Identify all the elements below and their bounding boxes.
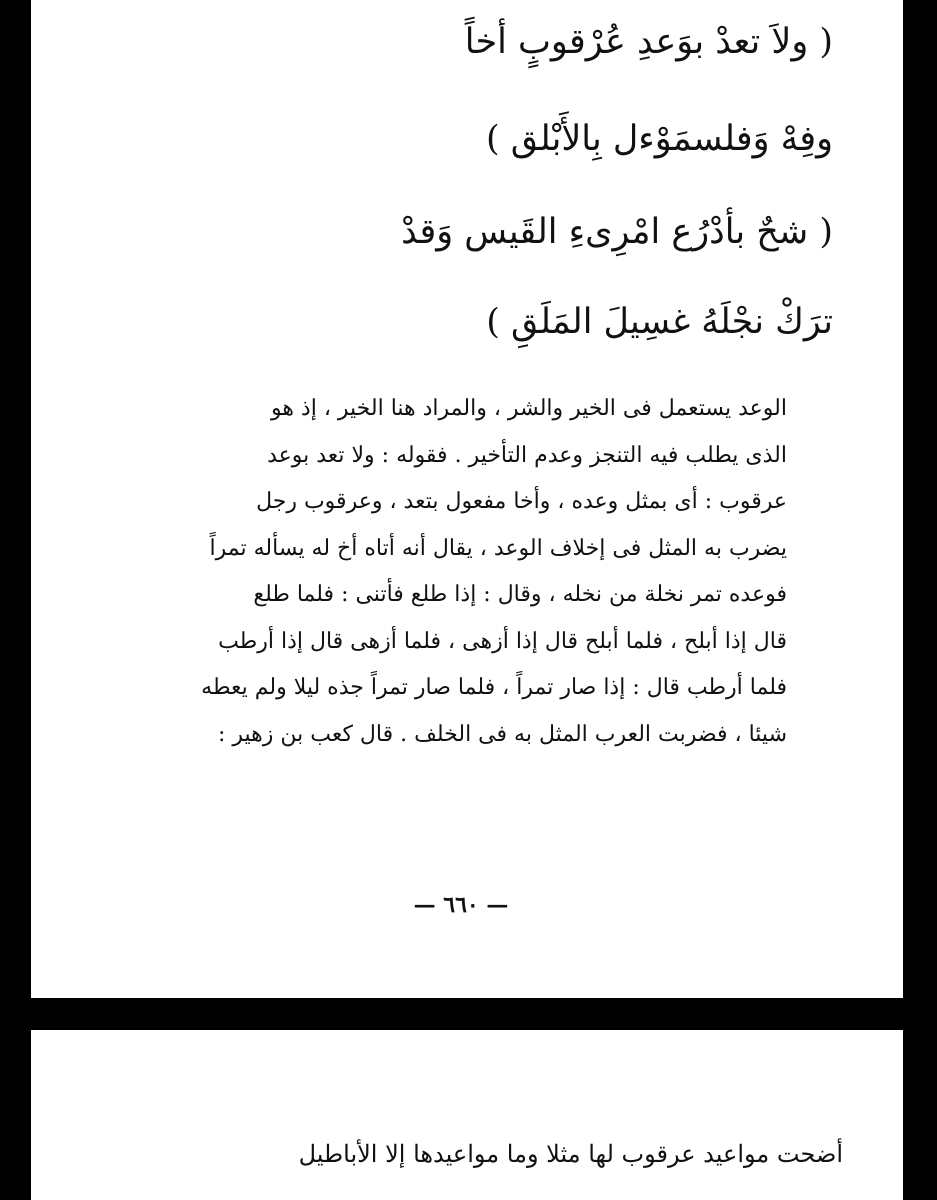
commentary-line: الوعد يستعمل فى الخير والشر ، والمراد هنا الخير ، إذ هو xyxy=(270,396,787,421)
commentary-line: يضرب به المثل فى إخلاف الوعد ، يقال أنه أتاه أخ له يسأله تمراً xyxy=(209,535,787,561)
commentary-line: عرقوب : أى بمثل وعده ، وأخا مفعول بتعد ، وعرقوب رجل xyxy=(256,489,787,514)
commentary-line: شيئا ، فضربت العرب المثل به فى الخلف . قال كعب بن زهير : xyxy=(217,721,787,747)
commentary-line: الذى يطلب فيه التنجز وعدم التأخير . فقوله : ولا تعد بوعد xyxy=(267,442,787,468)
poem-verse: وفِهْ وَفلسمَوْءل بِالأَبْلق ) xyxy=(486,119,833,159)
commentary-line: قال إذا أبلح ، فلما أبلح قال إذا أزهى ، فلما أزهى قال إذا أرطب xyxy=(218,628,787,654)
quoted-verse: أضحت مواعيد عرقوب لها مثلا وما مواعيدها إلا الأباطيل xyxy=(298,1140,843,1168)
poem-verse: ( شحٌ بأدْرُع امْرِىءِ القَيس وَقدْ xyxy=(401,212,833,252)
poem-verse: ترَكْ نجْلَهُ غسِيلَ المَلَقِ ) xyxy=(486,302,833,342)
book-page-top xyxy=(31,0,903,998)
book-page-bottom xyxy=(31,1030,903,1200)
commentary-line: فوعده تمر نخلة من نخله ، وقال : إذا طلع فأتنى : فلما طلع xyxy=(253,582,787,607)
poem-verse: ( ولاَ تعدْ بوَعدِ عُرْقوبٍ أخاً xyxy=(464,22,833,62)
page-number: — ٦٦٠ — xyxy=(413,892,509,918)
commentary-line: فلما أرطب قال : إذا صار تمراً ، فلما صار تمراً جذه ليلا ولم يعطه xyxy=(201,675,787,700)
commentary-paragraph xyxy=(107,386,787,758)
